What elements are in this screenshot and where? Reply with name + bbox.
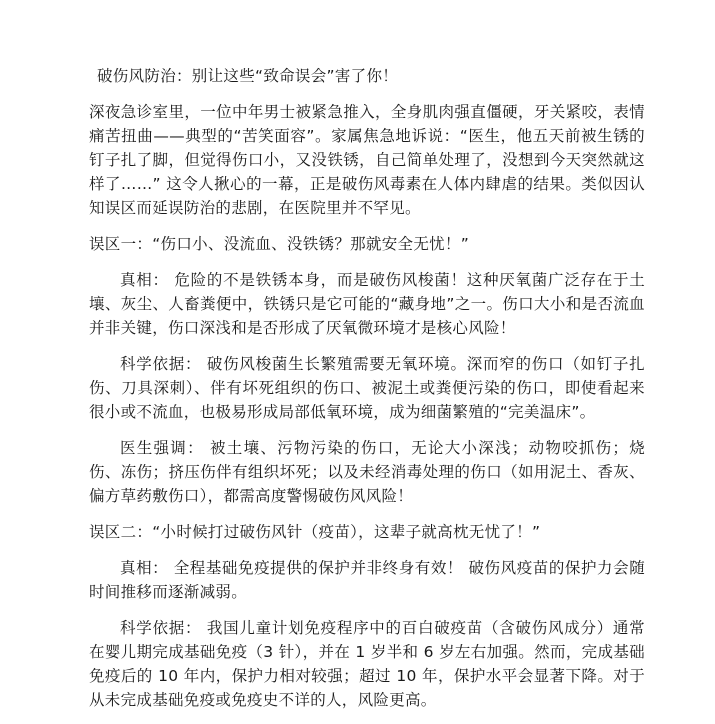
truth-label: 真相： — [120, 271, 169, 289]
myth-1-truth — [89, 268, 645, 340]
science-text: 我国儿童计划免疫程序中的百白破疫苗（含破伤风成分）通常在婴儿期完成基础免疫（3 针），并在 1 岁半和 6 岁左右加强。然而，完成基础免疫后的 10 年内，保护力相对较强；超过 10 年，保护水平会显著下降。对于从未完成基础免疫或免疫史不详的人，风险更高。 — [89, 619, 645, 709]
truth-text: 全程基础免疫提供的保护并非终身有效！ 破伤风疫苗的保护力会随时间推移而逐渐减弱。 — [89, 559, 645, 601]
doctor-label: 医生强调： — [120, 439, 204, 457]
article-title: 破伤风防治：别让这些“致命误会”害了你！ — [97, 67, 399, 85]
myth-1-science — [89, 352, 645, 424]
myth-1-doctor-emphasis — [89, 436, 645, 508]
truth-label: 真相： — [120, 559, 169, 577]
doctor-text: 被土壤、污物污染的伤口，无论大小深浅；动物咬抓伤；烧伤、冻伤；挤压伤伴有组织坏死；以及未经消毒处理的伤口（如用泥土、香灰、偏方草药敷伤口），都需高度警惕破伤风风险！ — [89, 439, 645, 505]
article — [89, 64, 645, 724]
myth-2-science — [89, 616, 645, 712]
myth-1-heading: 误区一：“伤口小、没流血、没铁锈？那就安全无忧！” — [89, 235, 470, 253]
science-label: 科学依据： — [120, 355, 202, 373]
myth-2-heading: 误区二：“小时候打过破伤风针（疫苗），这辈子就高枕无忧了！” — [89, 523, 541, 541]
truth-text: 危险的不是铁锈本身，而是破伤风梭菌！这种厌氧菌广泛存在于土壤、灰尘、人畜粪便中，铁锈只是它可能的“藏身地”之一。伤口大小和是否流血并非关键，伤口深浅和是否形成了厌氧微环境才是核心风险！ — [89, 271, 645, 337]
myth-2-truth — [89, 556, 645, 604]
science-text: 破伤风梭菌生长繁殖需要无氧环境。深而窄的伤口（如钉子扎伤、刀具深刺）、伴有坏死组织的伤口、被泥土或粪便污染的伤口，即使看起来很小或不流血，也极易形成局部低氧环境，成为细菌繁殖的“完美温床”。 — [89, 355, 645, 421]
science-label: 科学依据： — [120, 619, 202, 637]
intro-paragraph: 深夜急诊室里，一位中年男士被紧急推入，全身肌肉强直僵硬，牙关紧咬，表情痛苦扭曲——典型的“苦笑面容”。家属焦急地诉说：“医生，他五天前被生锈的钉子扎了脚，但觉得伤口小，又没铁锈，自己简单处理了，没想到今天突然就这样了……” 这令人揪心的一幕，正是破伤风毒素在人体内肆虐的结果。类似因认知误区而延误防治的悲剧，在医院里并不罕见。 — [89, 103, 645, 217]
